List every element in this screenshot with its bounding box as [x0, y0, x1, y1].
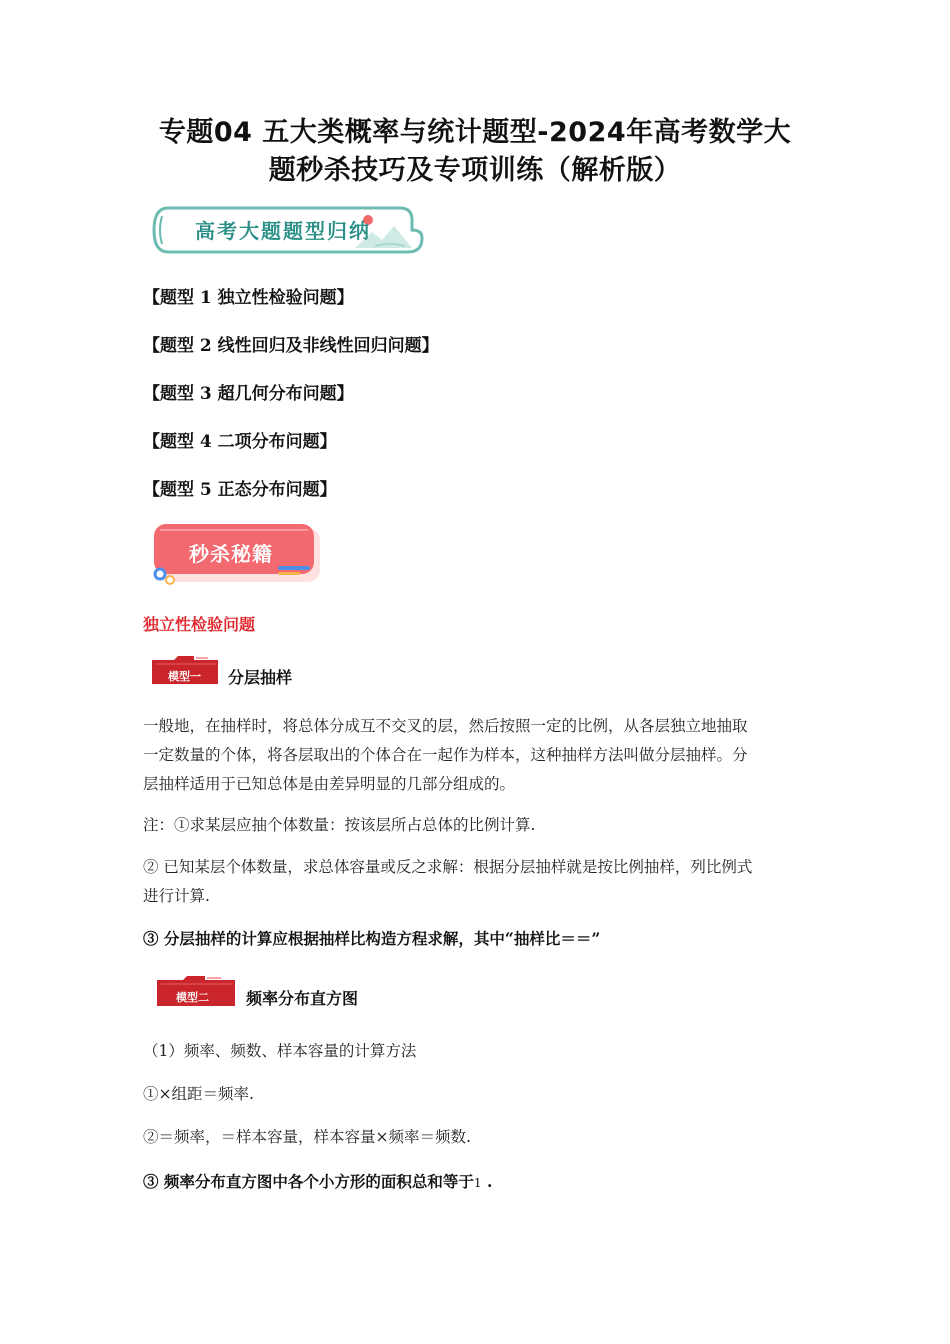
model-1-paragraph-line-1: 一般地，在抽样时，将总体分成互不交叉的层，然后按照一定的比例，从各层独立地抽取: [143, 717, 748, 735]
document-title: [120, 114, 830, 190]
model-1-note-2-line-2: 进行计算.: [143, 887, 210, 905]
model-1-tag-label: 模型一: [168, 670, 201, 683]
model-2-tag-label: 模型二: [176, 991, 209, 1004]
model-2-item-4-end: .: [481, 1172, 493, 1191]
model-1-paragraph-line-2: 一定数量的个体，将各层取出的个体合在一起作为样本，这种抽样方法叫做分层抽样。分: [143, 746, 748, 764]
model-2-item-4-text: ③ 频率分布直方图中各个小方形的面积总和等于: [143, 1172, 474, 1191]
type-item-1: 【题型 1 独立性检验问题】: [143, 288, 354, 308]
model-1-note-2: [143, 853, 808, 911]
model-2-item-3: ②＝频率，＝样本容量，样本容量×频率＝频数.: [143, 1128, 471, 1146]
type-item-2: 【题型 2 线性回归及非线性回归问题】: [143, 336, 439, 356]
model-1-title: 分层抽样: [228, 668, 293, 687]
type-item-3: 【题型 3 超几何分布问题】: [143, 384, 354, 404]
section-heading: 独立性检验问题: [143, 615, 256, 634]
types-banner-label: 高考大题题型归纳: [195, 219, 371, 243]
model-2-item-1: （1）频率、频数、样本容量的计算方法: [143, 1042, 417, 1060]
model-1-note-1: 注：①求某层应抽个体数量：按该层所占总体的比例计算.: [143, 816, 536, 834]
model-2-title: 频率分布直方图: [246, 989, 359, 1008]
model-2-item-4: [143, 1167, 808, 1198]
title-line-2: 题秒杀技巧及专项训练（解析版）: [268, 155, 682, 186]
title-line-1: 专题04 五大类概率与统计题型-2024年高考数学大: [158, 117, 792, 148]
model-1-paragraph-line-3: 层抽样适用于已知总体是由差异明显的几部分组成的。: [143, 775, 516, 793]
type-item-5: 【题型 5 正态分布问题】: [143, 480, 337, 500]
tips-banner-label: 秒杀秘籍: [189, 542, 273, 566]
model-2-item-2: ①×组距＝频率.: [143, 1085, 254, 1103]
model-2-item-4-number: 1: [473, 1176, 482, 1190]
model-1-paragraph: [143, 712, 808, 799]
model-1-note-2-line-1: ② 已知某层个体数量，求总体容量或反之求解：根据分层抽样就是按比例抽样，列比例式: [143, 858, 753, 876]
model-1-note-3: ③ 分层抽样的计算应根据抽样比构造方程求解，其中“抽样比＝＝”: [143, 929, 601, 948]
type-item-4: 【题型 4 二项分布问题】: [143, 432, 337, 452]
